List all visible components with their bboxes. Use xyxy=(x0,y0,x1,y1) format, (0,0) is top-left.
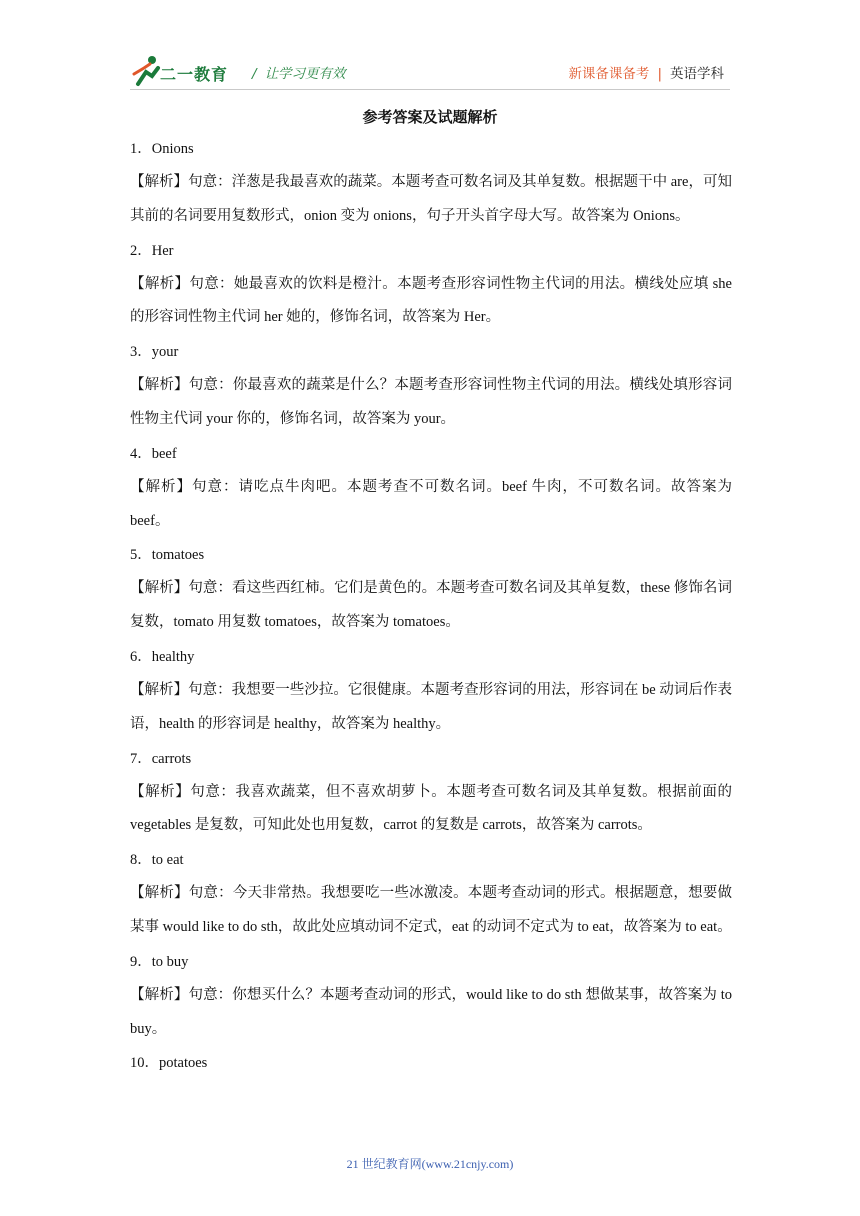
explanation: 【解析】句意：你想买什么？本题考查动词的形式，would like to do sth 想做某事，故答案为 to buy。 xyxy=(130,986,732,1037)
header-subject-label: 英语学科 xyxy=(670,66,724,82)
answer-item xyxy=(130,538,732,640)
explanation: 【解析】句意：看这些西红柿。它们是黄色的。本题考查可数名词及其单复数，these 修饰名词复数，tomato 用复数 tomatoes，故答案为 tomatoes。 xyxy=(130,580,732,631)
explanation: 【解析】句意：请吃点牛肉吧。本题考查不可数名词。beef 牛肉，不可数名词。故答案为 beef。 xyxy=(130,478,732,529)
runner-logo-icon xyxy=(130,54,164,88)
answer-item xyxy=(130,234,732,336)
logo-text: 二一教育 xyxy=(160,65,229,84)
slogan: / 让学习更有效 xyxy=(252,66,346,82)
explanation: 【解析】句意：今天非常热。我想要吃一些冰激凌。本题考查动词的形式。根据题意，想要做某事 would like to do sth，故此处应填动词不定式，eat 的动词不定式为 to eat，故答案为 to eat。 xyxy=(130,885,732,935)
answer-list xyxy=(130,132,732,1080)
answer-line: 7．carrots xyxy=(130,750,192,767)
answer-item xyxy=(130,1046,732,1080)
answer-line: 10．potatoes xyxy=(130,1055,208,1072)
page-footer: 21 世纪教育网(www.21cnjy.com) xyxy=(346,1157,514,1171)
answer-item xyxy=(130,945,732,1047)
answer-item xyxy=(130,843,732,945)
explanation: 【解析】句意：我想要一些沙拉。它很健康。本题考查形容词的用法，形容词在 be 动词后作表语，health 的形容词是 healthy，故答案为 healthy。 xyxy=(130,681,732,732)
page-title: 参考答案及试题解析 xyxy=(362,108,498,126)
answer-line: 6．healthy xyxy=(130,648,195,665)
header-separator: | xyxy=(657,66,662,82)
answer-line: 9．to buy xyxy=(130,953,189,970)
slogan-text: 让学习更有效 xyxy=(264,66,346,82)
answer-item xyxy=(130,640,732,742)
header-subject xyxy=(568,62,724,82)
answer-item xyxy=(130,437,732,539)
page-header xyxy=(130,54,730,90)
header-divider xyxy=(130,89,730,90)
answer-line: 3．your xyxy=(130,344,179,361)
answer-item xyxy=(130,132,732,234)
explanation: 【解析】句意：她最喜欢的饮料是橙汁。本题考查形容词性物主代词的用法。横线处应填 she 的形容词性物主代词 her 她的，修饰名词，故答案为 Her。 xyxy=(130,275,732,326)
header-course-label: 新课备课备考 xyxy=(568,66,650,82)
answer-line: 1．Onions xyxy=(130,141,194,157)
explanation: 【解析】句意：我喜欢蔬菜，但不喜欢胡萝卜。本题考查可数名词及其单复数。根据前面的 vegetables 是复数，可知此处也用复数，carrot 的复数是 carrots，故答案为 carrots。 xyxy=(130,783,732,834)
answer-line: 4．beef xyxy=(130,445,177,462)
explanation: 【解析】句意：你最喜欢的蔬菜是什么？本题考查形容词性物主代词的用法。横线处填形容词性物主代词 your 你的，修饰名词，故答案为 your。 xyxy=(130,377,732,427)
logo xyxy=(130,54,240,88)
answer-item xyxy=(130,335,732,437)
answer-line: 2．Her xyxy=(130,242,174,259)
explanation: 【解析】句意：洋葱是我最喜欢的蔬菜。本题考查可数名词及其单复数。根据题干中 are，可知其前的名词要用复数形式，onion 变为 onions，句子开头首字母大写。故答案为 Onions。 xyxy=(130,174,732,224)
answer-item xyxy=(130,742,732,844)
answer-line: 8．to eat xyxy=(130,852,184,869)
answer-line: 5．tomatoes xyxy=(130,547,205,564)
